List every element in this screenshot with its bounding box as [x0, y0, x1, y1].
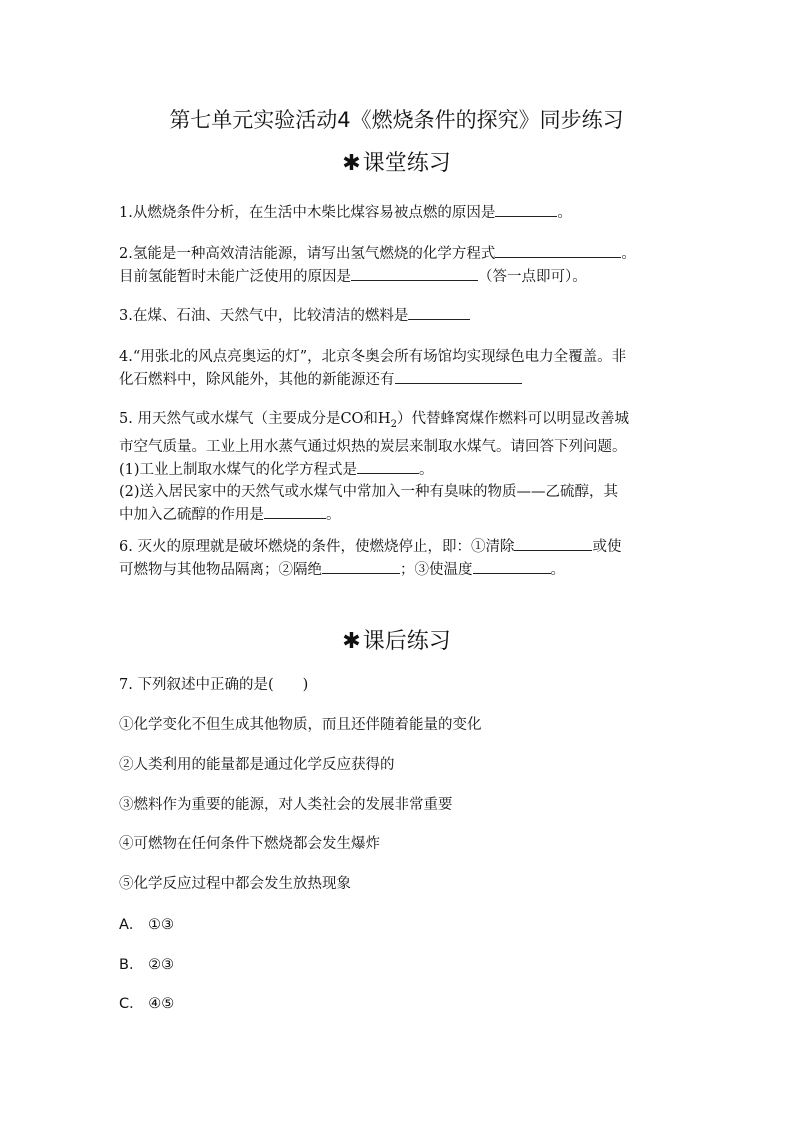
question-7-stem: 7. 下列叙述中正确的是( ): [119, 677, 309, 693]
answer-blank[interactable]: [495, 201, 557, 217]
subscript: 2: [390, 418, 397, 430]
answer-blank[interactable]: [395, 368, 522, 384]
question-text: 中加入乙硫醇的作用是: [119, 506, 264, 523]
question-text: ；③使温度: [400, 562, 473, 578]
answer-blank[interactable]: [322, 558, 400, 574]
statement-5: ⑤化学反应过程中都会发生放热现象: [119, 876, 351, 892]
answer-blank[interactable]: [495, 242, 621, 258]
question-6: [119, 535, 621, 581]
question-text: 2.氢能是一种高效清洁能源，请写出氢气燃烧的化学方程式: [119, 246, 496, 262]
section-heading-after: [0, 624, 793, 655]
section-title: 课堂练习: [362, 151, 451, 176]
page-title: 第七单元实验活动4《燃烧条件的探究》同步练习: [169, 108, 624, 132]
statement-3: ③燃料作为重要的能源，对人类社会的发展非常重要: [119, 797, 453, 813]
question-text: 或使: [592, 539, 622, 555]
answer-blank[interactable]: [408, 304, 470, 320]
asterisk-icon: ✱: [342, 629, 361, 654]
answer-blank[interactable]: [357, 458, 419, 474]
answer-blank[interactable]: [264, 503, 326, 519]
option-c[interactable]: [119, 992, 174, 1013]
statement-1: ①化学变化不但生成其他物质，而且还伴随着能量的变化: [119, 717, 482, 733]
option-letter: C．: [119, 996, 144, 1012]
question-text: 目前氢能暂时未能广泛使用的原因是: [119, 269, 351, 285]
section-title: 课后练习: [362, 629, 451, 654]
question-text: 6. 灭火的原理就是破坏燃烧的条件，使燃烧停止，即：①清除: [119, 539, 515, 555]
option-choice: ①③: [148, 917, 175, 933]
question-3: [119, 304, 470, 327]
question-text: 4.“用张北的风点亮奥运的灯”，北京冬奥会所有场馆均实现绿色电力全覆盖。非: [119, 349, 627, 365]
option-letter: B．: [119, 957, 144, 973]
question-text: 3.在煤、石油、天然气中，比较清洁的燃料是: [119, 308, 409, 324]
question-text: 。: [419, 461, 434, 478]
option-choice: ②③: [148, 957, 175, 973]
question-1: [119, 201, 572, 224]
statement-2: ②人类利用的能量都是通过化学反应获得的: [119, 757, 395, 773]
question-text: 。: [326, 506, 341, 523]
option-a[interactable]: [119, 913, 174, 934]
statement-4: ④可燃物在任何条件下燃烧都会发生爆炸: [119, 836, 380, 852]
asterisk-icon: ✱: [342, 151, 361, 176]
question-text: (1)工业上制取水煤气的化学方程式是: [119, 461, 358, 478]
answer-blank[interactable]: [351, 265, 478, 281]
question-text: 市空气质量。工业上用水蒸气通过炽热的炭层来制取水煤气。请回答下列问题。: [119, 438, 627, 455]
question-text: 化石燃料中，除风能外，其他的新能源还有: [119, 372, 395, 388]
question-text: 。: [621, 246, 636, 262]
question-text: 。: [550, 562, 565, 578]
option-letter: A．: [119, 917, 144, 933]
option-b[interactable]: [119, 953, 174, 974]
section-heading-class: [0, 146, 793, 177]
question-5: [119, 408, 629, 526]
question-2: [119, 242, 636, 288]
question-4: [119, 346, 626, 391]
question-text: 1.从燃烧条件分析，在生活中木柴比煤容易被点燃的原因是: [119, 205, 496, 221]
answer-blank[interactable]: [514, 535, 592, 551]
question-text: 5. 用天然气或水煤气（主要成分是CO和H: [119, 411, 391, 427]
option-choice: ④⑤: [148, 996, 175, 1012]
question-text: ）代替蜂窝煤作燃料可以明显改善城: [396, 411, 629, 427]
answer-blank[interactable]: [473, 558, 551, 574]
question-text: (2)送入居民家中的天然气或水煤气中常加入一种有臭味的物质——乙硫醇，其: [119, 483, 619, 500]
question-text: 。: [557, 205, 572, 221]
question-text: （答一点即可）。: [478, 269, 587, 285]
question-text: 可燃物与其他物品隔离；②隔绝: [119, 562, 322, 578]
